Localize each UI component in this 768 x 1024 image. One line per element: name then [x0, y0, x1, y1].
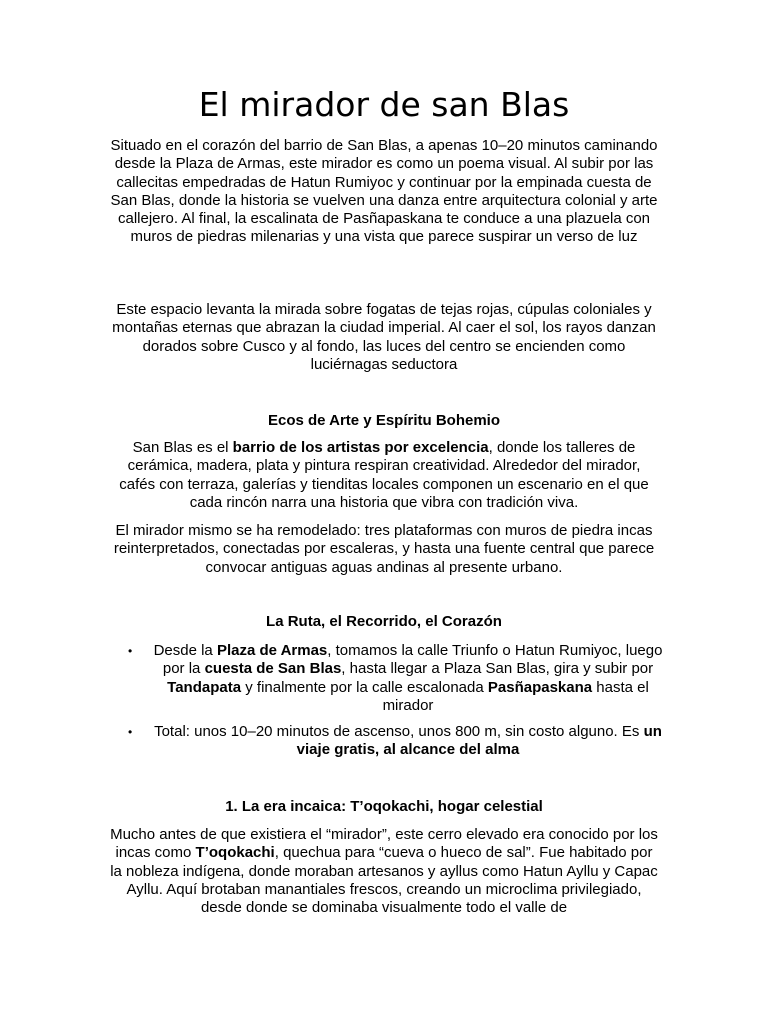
art-paragraph-1: [108, 439, 660, 512]
route-bullet-2-text: [150, 723, 666, 760]
route-bullet-1: [126, 642, 666, 715]
intro-paragraph-1: Situado en el corazón del barrio de San Blas, a apenas 10–20 minutos caminando desde la Plaza de Armas, este mirador es como un poema visual. Al subir por las callecitas empedradas de Hatun Rumiyoc y continuar por la empinada cuesta de San Blas, donde la historia se vuelven una danza entre arquitectura colonial y arte callejero. Al final, la escalinata de Pasñapaskana te conduce a una plazuela con muros de piedras milenarias y una vista que parece suspirar un verso de luz: [110, 137, 658, 246]
route-bullet-1-text: [150, 642, 666, 715]
art-paragraph-2: El mirador mismo se ha remodelado: tres plataformas con muros de piedra incas reinterpretados, conectadas por escaleras, y hasta una fuente central que parece convocar antiguas aguas andinas al presente urbano.: [113, 522, 655, 576]
route-bullet-1-text-i: hasta el mirador: [382, 678, 649, 714]
bullet-icon: •: [128, 725, 133, 740]
era-paragraph-1-bold: T’oqokachi: [195, 844, 275, 862]
route-bullet-1-text-g: y finalmente por la calle escalonada: [241, 678, 488, 696]
era-paragraph-1-text-c: , quechua para “cueva o hueco de sal”. Fue habitado por la nobleza indígena, donde moraban artesanos y ayllus como Hatun Ayllu y Capac Ayllu. Aquí brotaban manantiales frescos, creando un microclima privilegiado, desde donde se dominaba visualmente todo el valle de: [110, 844, 658, 917]
section-heading-era: 1. La era incaica: T’oqokachi, hogar celestial: [225, 798, 543, 815]
route-bullet-1-text-e: , hasta llegar a Plaza San Blas, gira y subir por: [341, 660, 654, 678]
era-paragraph-1: [108, 826, 660, 917]
route-bullet-2-text-a: Total: unos 10–20 minutos de ascenso, unos 800 m, sin costo alguno. Es: [154, 723, 644, 741]
section-heading-art: Ecos de Arte y Espíritu Bohemio: [268, 412, 500, 429]
route-bullet-list: [126, 642, 666, 760]
route-bullet-1-bold-pasnapaskana: Pasñapaskana: [487, 678, 593, 696]
route-bullet-1-bold-plaza: Plaza de Armas: [216, 642, 328, 659]
art-paragraph-1-text-a: San Blas es el: [132, 439, 233, 456]
art-paragraph-1-bold: barrio de los artistas por excelencia: [232, 439, 489, 456]
route-bullet-1-bold-cuesta: cuesta de San Blas: [204, 660, 342, 678]
intro-paragraph-2: Este espacio levanta la mirada sobre fogatas de tejas rojas, cúpulas coloniales y montañas eternas que abrazan la ciudad imperial. Al caer el sol, los rayos danzan dorados sobre Cusco y al fondo, las luces del centro se encienden como luciérnagas seductora: [112, 301, 656, 373]
route-bullet-1-bold-tandapata: Tandapata: [167, 678, 242, 696]
section-heading-route: La Ruta, el Recorrido, el Corazón: [266, 613, 502, 630]
route-bullet-2: [126, 723, 666, 760]
bullet-icon: •: [128, 644, 133, 658]
page-title: El mirador de san Blas: [198, 85, 570, 124]
route-bullet-1-text-a: Desde la: [153, 642, 217, 659]
route-bullet-1-text-c: , tomamos la calle Triunfo o Hatun Rumiyoc, luego por la: [162, 642, 663, 678]
route-bullet-2-bold: un viaje gratis, al alcance del alma: [296, 723, 662, 759]
era-paragraph-1-text-a: Mucho antes de que existiera el “mirador”, este cerro elevado era conocido por los incas como: [110, 826, 658, 862]
art-paragraph-1-text-c: , donde los talleres de cerámica, madera, plata y pintura respiran creatividad. Alrededor del mirador, cafés con terraza, galerías y tienditas locales componen un escenario en el que cada rincón narra una historia que vibra con tradición viva.: [119, 439, 649, 511]
